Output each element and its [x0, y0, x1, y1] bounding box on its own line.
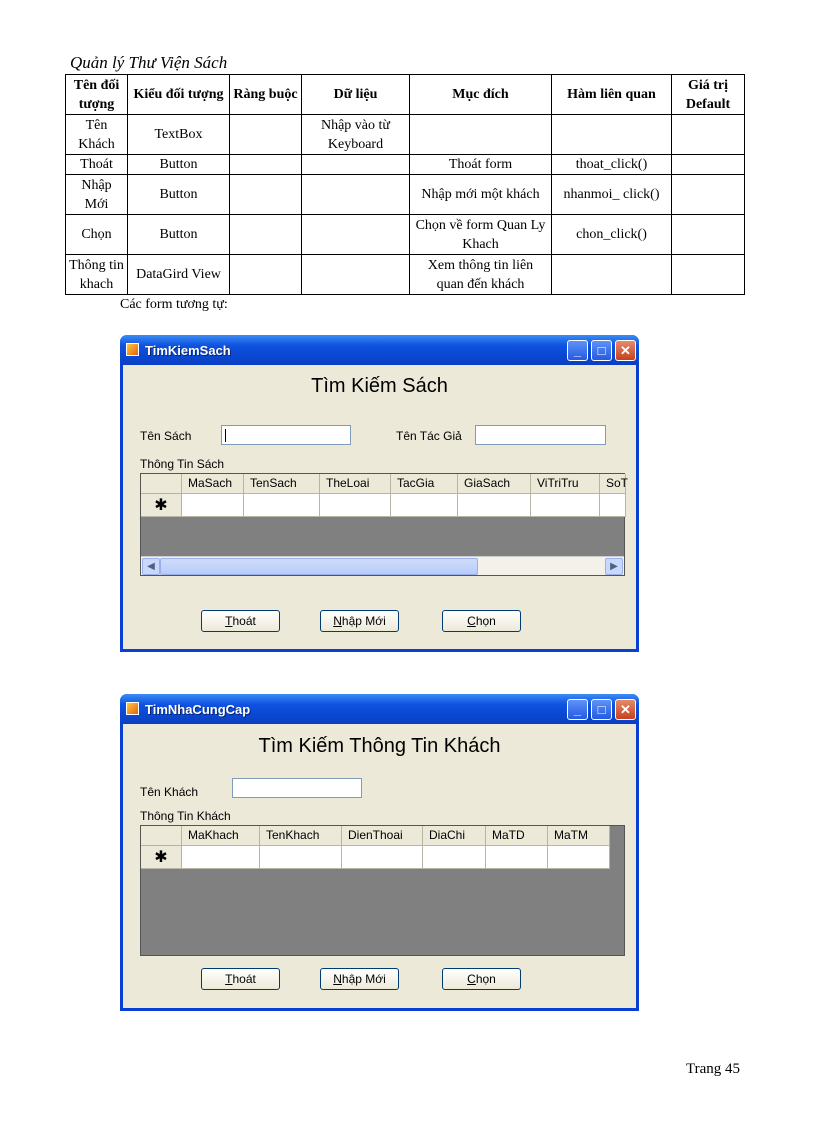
table-row [66, 255, 745, 295]
label-thong-tin-sach: Thông Tin Sách [140, 457, 225, 471]
grid-new-row[interactable] [141, 494, 626, 517]
title-bar[interactable] [120, 694, 639, 724]
form-title: Tìm Kiếm Sách [311, 375, 448, 397]
label-ten-tac-gia: Tên Tác Giả [396, 429, 462, 443]
label-thong-tin-khach: Thông Tin Khách [140, 809, 231, 823]
customer-data-grid[interactable] [140, 825, 625, 956]
minimize-button[interactable]: _ [567, 699, 588, 720]
table-cell [302, 175, 410, 215]
header-kieu-doi-tuong: Kiểu đối tượng [128, 75, 230, 115]
window-tim-nha-cung-cap [120, 694, 639, 1011]
app-icon [126, 702, 139, 715]
object-spec-table [65, 74, 745, 295]
table-cell [552, 115, 672, 155]
table-cell: TextBox [128, 115, 230, 155]
document-heading: Quản lý Thư Viện Sách [70, 53, 228, 72]
app-icon [126, 343, 139, 356]
table-cell: Nhập mới một khách [410, 175, 552, 215]
header-muc-dich: Mục đích [410, 75, 552, 115]
table-cell [230, 175, 302, 215]
table-row [66, 155, 745, 175]
table-cell: Thông tin khach [66, 255, 128, 295]
grid-cell[interactable] [320, 494, 391, 517]
thoat-button[interactable]: Thoát [201, 968, 280, 990]
table-cell: Thoát [66, 155, 128, 175]
chon-button[interactable]: Chọn [442, 610, 521, 632]
column-header[interactable]: DienThoai [342, 826, 423, 846]
column-header[interactable]: TheLoai [320, 474, 391, 494]
label-ten-khach: Tên Khách [140, 785, 199, 799]
table-cell: DataGird View [128, 255, 230, 295]
table-cell [230, 155, 302, 175]
scroll-thumb[interactable] [160, 558, 478, 575]
grid-cell[interactable] [548, 846, 610, 869]
table-cell: Nhập Mới [66, 175, 128, 215]
table-cell: nhanmoi_ click() [552, 175, 672, 215]
grid-cell[interactable] [260, 846, 342, 869]
column-header[interactable]: MaTM [548, 826, 610, 846]
table-cell: Chọn về form Quan Ly Khach [410, 215, 552, 255]
table-cell [552, 255, 672, 295]
grid-header [141, 474, 629, 494]
grid-cell[interactable] [423, 846, 486, 869]
table-cell [302, 255, 410, 295]
thoat-button[interactable]: Thoát [201, 610, 280, 632]
ten-tac-gia-input[interactable] [475, 425, 606, 445]
table-cell: Chọn [66, 215, 128, 255]
table-cell [302, 155, 410, 175]
table-cell: Button [128, 215, 230, 255]
table-cell [672, 155, 745, 175]
nhap-moi-button[interactable]: Nhập Mới [320, 968, 399, 990]
grid-new-row[interactable] [141, 846, 610, 869]
ten-sach-input[interactable] [221, 425, 351, 445]
column-header[interactable]: DiaChi [423, 826, 486, 846]
table-cell [672, 255, 745, 295]
table-cell: Nhập vào từ Keyboard [302, 115, 410, 155]
table-cell [672, 175, 745, 215]
similar-forms-caption: Các form tương tự: [120, 297, 228, 312]
grid-cell[interactable] [391, 494, 458, 517]
column-header[interactable]: SoT [600, 474, 626, 494]
horizontal-scrollbar[interactable] [141, 556, 624, 575]
table-row [66, 115, 745, 155]
header-ten-doi-tuong: Tên đối tượng [66, 75, 128, 115]
label-ten-sach: Tên Sách [140, 429, 192, 443]
table-cell [230, 255, 302, 295]
minimize-button[interactable]: _ [567, 340, 588, 361]
column-header[interactable]: MaSach [182, 474, 244, 494]
column-header[interactable]: TacGia [391, 474, 458, 494]
header-ham-lien-quan: Hàm liên quan [552, 75, 672, 115]
form-title: Tìm Kiếm Thông Tin Khách [258, 735, 501, 757]
maximize-button[interactable]: □ [591, 340, 612, 361]
window-title: TimKiemSach [145, 343, 231, 358]
column-header[interactable]: TenSach [244, 474, 320, 494]
table-header-row [66, 75, 745, 115]
table-cell [230, 215, 302, 255]
row-header-corner [141, 826, 182, 846]
book-data-grid[interactable] [140, 473, 629, 576]
table-cell: Tên Khách [66, 115, 128, 155]
table-cell: Thoát form [410, 155, 552, 175]
grid-cell[interactable] [182, 846, 260, 869]
table-row [66, 215, 745, 255]
table-cell: chon_click() [552, 215, 672, 255]
close-button[interactable]: ✕ [615, 699, 636, 720]
grid-cell[interactable] [486, 846, 548, 869]
grid-cell[interactable] [342, 846, 423, 869]
title-bar[interactable] [120, 335, 639, 365]
scroll-left-icon[interactable]: ◀ [142, 558, 160, 575]
table-cell [410, 115, 552, 155]
nhap-moi-button[interactable]: Nhập Mới [320, 610, 399, 632]
grid-cell[interactable] [458, 494, 531, 517]
table-cell [672, 215, 745, 255]
new-row-icon: ✱ [141, 846, 182, 869]
chon-button[interactable]: Chọn [442, 968, 521, 990]
table-row [66, 175, 745, 215]
page-number: Trang 45 [686, 1061, 741, 1077]
table-cell [302, 215, 410, 255]
text-caret [225, 429, 226, 442]
table-cell: Xem thông tin liên quan đến khách [410, 255, 552, 295]
header-rang-buoc: Ràng buộc [230, 75, 302, 115]
maximize-button[interactable]: □ [591, 699, 612, 720]
new-row-icon: ✱ [141, 494, 182, 517]
table-cell: thoat_click() [552, 155, 672, 175]
close-button[interactable]: ✕ [615, 340, 636, 361]
column-header[interactable]: MaTD [486, 826, 548, 846]
table-cell: Button [128, 175, 230, 215]
column-header[interactable]: GiaSach [458, 474, 531, 494]
column-header[interactable]: TenKhach [260, 826, 342, 846]
table-cell [230, 115, 302, 155]
window-title: TimNhaCungCap [145, 702, 251, 717]
header-du-lieu: Dữ liệu [302, 75, 410, 115]
window-tim-kiem-sach [120, 335, 639, 652]
grid-cell[interactable] [600, 494, 626, 517]
column-header[interactable]: MaKhach [182, 826, 260, 846]
row-header-corner [141, 474, 182, 494]
form-client-area [123, 724, 636, 1008]
column-header[interactable]: ViTriTru [531, 474, 600, 494]
table-cell [672, 115, 745, 155]
ten-khach-input[interactable] [232, 778, 362, 798]
grid-header [141, 826, 610, 846]
grid-cell[interactable] [531, 494, 600, 517]
header-gia-tri-default: Giá trị Default [672, 75, 745, 115]
form-client-area [123, 365, 636, 649]
table-cell: Button [128, 155, 230, 175]
grid-cell[interactable] [244, 494, 320, 517]
scroll-right-icon[interactable]: ▶ [605, 558, 623, 575]
grid-cell[interactable] [182, 494, 244, 517]
